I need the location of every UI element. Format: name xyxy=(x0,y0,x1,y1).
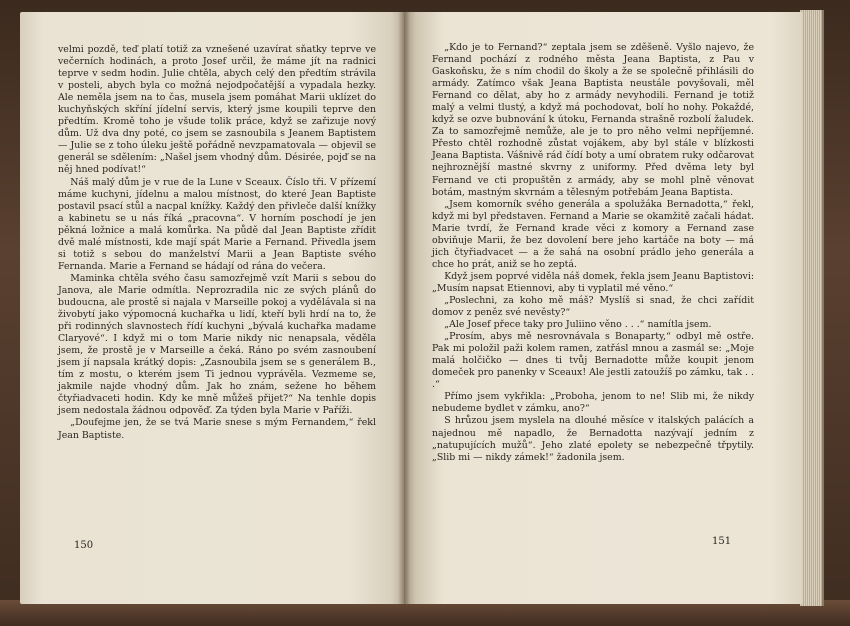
paragraph: „Prosím, abys mě nesrovnávala s Bonaparty,“ odbyl mě ostře. Pak mi položil paži kolem ramen, zatřásl mnou a zasmál se: „Moje malá holčičko — dnes ti tvůj Bernadotte může koupit jenom domeček pro panenky v Sceaux! Ale jestli zatoužíš po zámku, tak . . .“ xyxy=(432,331,754,391)
page-edges xyxy=(800,10,824,606)
paragraph: „Kdo je to Fernand?“ zeptala jsem se zděšeně. Vyšlo najevo, že Fernand pochází z rodného města Jeana Baptista, z Pau v Gaskoňsku, že s ním chodil do školy a že se společně přihlásili do armády. Zatímco však Jeana Baptista neustále povyšovali, měl Fernand co dělat, aby ho z armády nevyhodili. Fernand je totiž malý a velmi tlustý, a když má pochodovat, bolí ho nohy. Pokaždé, když se ozve bubnování k útoku, Fernanda strašně rozbolí žaludek. Za to samozřejmě nemůže, ale je to pro něho velmi nepříjemné. Přesto chtěl rozhodně zůstat vojákem, aby byl stále v blízkosti Jeana Baptista. Vášnivě rád čídí boty a umí obratem ruky odčarovat nejhroznější mastné skvrny z uniformy. Před dvěma lety byl Fernand ve cti propuštěn z armády, aby se mohl plně věnovat botám, mastným skvrnám a tělesným potřebám Jeana Baptista. xyxy=(432,42,754,198)
paragraph: „Poslechni, za koho mě máš? Myslíš si snad, že chci zařídit domov z peněz své nevěsty?“ xyxy=(432,294,754,319)
paragraph: Maminka chtěla svého času samozřejmě vzít Marii s sebou do Janova, ale Marie odmítla. Neprozradila nic ze svých plánů do budoucna, ale prostě si najala v Marseille pokoj a vydělávala si na živobytí jako výpomocná kuchařka u lidí, kteří byli hrdí na to, že při rodinných slavnostech řídí kuchyni „bývalá kuchařka madame Claryové“. I když mi o tom Marie nikdy nic nenapsala, věděla jsem, že prostě je v Marseille a čeká. Ráno po svém zasnoubení jsem jí napsala krátký dopis: „Zasnoubila jsem se s generálem B., tím z mostu, o kterém jsem Ti jednou vyprávěla. Vezmeme se, jakmile najde vhodný dům. Jak ho znám, sežene ho během čtyřiadvaceti hodin. Kdy ke mně můžeš přijet?“ Na tenhle dopis jsem nedostala žádnou odpověď. Za týden byla Marie v Paříži. xyxy=(58,272,376,417)
paragraph: Přímo jsem vykřikla: „Proboha, jenom to ne! Slib mi, že nikdy nebudeme bydlet v zámku, ano?“ xyxy=(432,391,754,415)
right-page-text xyxy=(432,42,754,464)
book-gutter xyxy=(398,12,410,604)
paragraph: Náš malý dům je v rue de la Lune v Sceaux. Číslo tři. V přízemí máme kuchyni, jídelnu a malou místnost, do které Jean Baptiste postavil psací stůl a nacpal knížky. Každý den přivleče další knížky a kabinetu se u nás říká „pracovna“. V horním poschodí je jen pěkná ložnice a malá komůrka. Na půdě dal Jean Baptiste zřídit dvě malé místnosti, kde mají spát Marie a Fernand. Přivedla jsem si totiž s sebou do manželství Marii a Jean Baptiste svého Fernanda. Marie a Fernand se hádají od rána do večera. xyxy=(58,176,376,272)
paragraph: S hrůzou jsem myslela na dlouhé měsíce v italských palácích a najednou mě napadlo, že Bernadotta nazývají jedním z „natupujících mužů“. Jeho zlaté epolety se nebezpečně třpytily. „Slib mi — nikdy zámek!“ žadonila jsem. xyxy=(432,415,754,463)
page-number-right: 151 xyxy=(712,536,732,547)
paragraph: Když jsem poprvé viděla náš domek, řekla jsem Jeanu Baptistovi: „Musím napsat Etiennovi, aby ti vyplatil mé věno.“ xyxy=(432,270,754,294)
paragraph: „Doufejme jen, že se tvá Marie snese s mým Fernandem,“ řekl Jean Baptiste. xyxy=(58,417,376,441)
paragraph: „Jsem komorník svého generála a spolužáka Bernadotta,“ řekl, když mi byl představen. Fernand a Marie se okamžitě začali hádat. Marie tvrdí, že Fernand krade věci z komory a Fernand zase obviňuje Marii, že bez dovolení bere jeho kartáče na boty — má jich čtyřiadvacet — a že sahá na osobní prádlo jeho generála a chce ho prát, aniž se ho zeptá. xyxy=(432,198,754,270)
page-number-left: 150 xyxy=(74,540,94,551)
left-page-text xyxy=(58,44,376,442)
paragraph: velmi pozdě, teď platí totiž za vznešené uzavírat sňatky teprve ve večerních hodinách, a proto Josef určil, že máme jít na radnici teprve v sedm hodin. Julie chtěla, abych celý den předtím strávila v posteli, abych byla co možná nejodpočatější a vypadala hezky. Ale neměla jsem na to čas, musela jsem pomáhat Marii uklízet do kuchyňských skříní jídelní servis, který jsme koupili teprve den předtím. Kromě toho je všude tolik práce, když se zařizuje nový dům. Už dva dny poté, co jsem se zasnoubila s Jeanem Baptistem — Julie se z toho úleku ještě pořádně nevzpamatovala — objevil se generál se sdělením: „Našel jsem vhodný dům. Désirée, pojď se na něj hned podívat!“ xyxy=(58,44,376,176)
paragraph: „Ale Josef přece taky pro Juliino věno . . .“ namítla jsem. xyxy=(444,319,712,331)
